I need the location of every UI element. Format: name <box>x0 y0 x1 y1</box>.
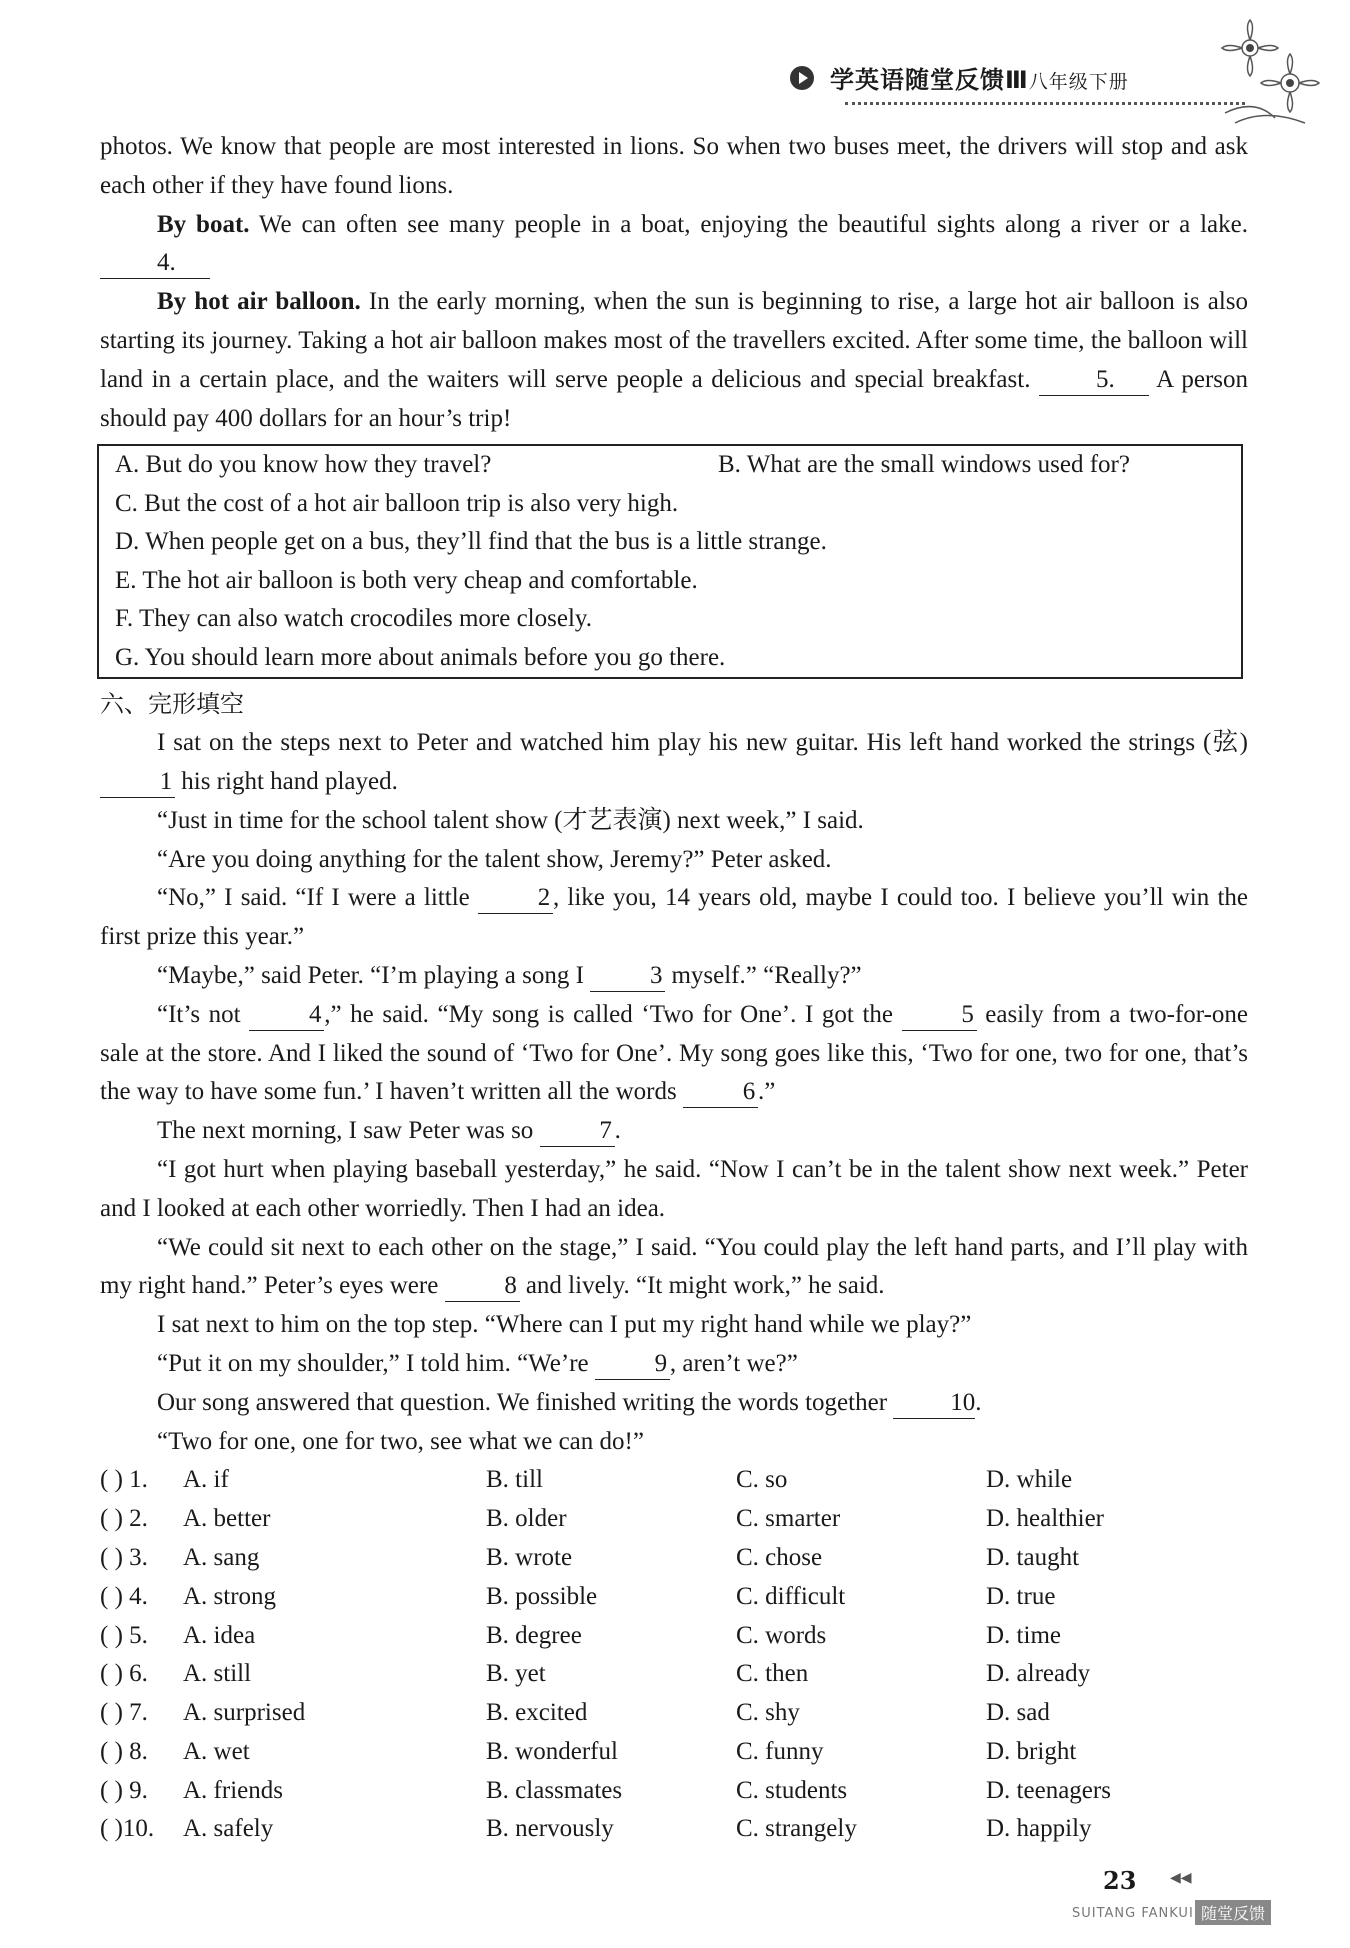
question-row <box>100 1617 1248 1656</box>
question-row <box>100 1461 1248 1500</box>
choice-a[interactable]: A. strong <box>183 1582 277 1610</box>
page-content <box>100 128 1248 1849</box>
answer-blank-5[interactable] <box>1039 365 1149 396</box>
choice-a[interactable]: A. better <box>183 1505 271 1533</box>
passage-paragraph-balloon <box>100 283 1248 438</box>
question-number[interactable]: ( ) 8. <box>100 1737 148 1765</box>
choice-c[interactable]: C. difficult <box>736 1582 846 1610</box>
option-c: C. But the cost of a hot air balloon trip is also very high. <box>115 489 679 517</box>
question-row <box>100 1655 1248 1694</box>
cloze-blank-2[interactable]: 2 <box>478 883 553 914</box>
question-table <box>100 1461 1248 1849</box>
choice-d[interactable]: D. teenagers <box>986 1776 1111 1804</box>
choice-d[interactable]: D. true <box>986 1582 1056 1610</box>
choice-d[interactable]: D. bright <box>986 1737 1077 1765</box>
choice-d[interactable]: D. time <box>986 1621 1061 1649</box>
choice-c[interactable]: C. funny <box>736 1737 824 1765</box>
option-d: D. When people get on a bus, they’ll find that the bus is a little strange. <box>115 528 827 556</box>
question-row <box>100 1539 1248 1578</box>
paragraph-label: By hot air balloon. <box>157 288 361 316</box>
book-subtitle: 八年级下册 <box>1028 71 1129 93</box>
choice-d[interactable]: D. healthier <box>986 1505 1105 1533</box>
choice-c[interactable]: C. so <box>736 1466 788 1494</box>
question-number[interactable]: ( ) 2. <box>100 1505 148 1533</box>
footer-brand-en: SUITANG FANKUI <box>1072 1906 1194 1921</box>
back-arrows-icon: ◀◀ <box>1170 1870 1192 1886</box>
choice-c[interactable]: C. chose <box>736 1543 823 1571</box>
choice-c[interactable]: C. shy <box>736 1699 800 1727</box>
cloze-paragraph: “We could sit next to each other on the stage,” I said. “You could play the left hand parts, and I’ll play with my right hand.” Peter’s eyes were 8 and lively. “It might work,” he said. <box>100 1229 1248 1307</box>
option-a: A. But do you know how they travel? <box>115 451 492 479</box>
choice-b[interactable]: B. yet <box>486 1660 546 1688</box>
passage-paragraph-boat <box>100 206 1248 284</box>
cloze-blank-5[interactable]: 5 <box>902 1000 977 1031</box>
choice-a[interactable]: A. surprised <box>183 1699 306 1727</box>
choice-a[interactable]: A. if <box>183 1466 229 1494</box>
question-number[interactable]: ( ) 7. <box>100 1699 148 1727</box>
passage-paragraph: photos. We know that people are most interested in lions. So when two buses meet, the drivers will stop and ask each other if they have found lions. <box>100 133 1248 199</box>
cloze-paragraph: “No,” I said. “If I were a little 2 , like you, 14 years old, maybe I could too. I believe you’ll win the first prize this year.” <box>100 884 1248 951</box>
choice-a[interactable]: A. sang <box>183 1543 260 1571</box>
option-b: B. What are the small windows used for? <box>718 451 1130 479</box>
question-row <box>100 1733 1248 1772</box>
option-e: E. The hot air balloon is both very cheap and comfortable. <box>115 566 698 594</box>
question-row <box>100 1772 1248 1811</box>
question-number[interactable]: ( )10. <box>100 1815 155 1843</box>
option-row <box>115 446 1225 485</box>
cloze-paragraph: “Are you doing anything for the talent show, Jeremy?” Peter asked. <box>157 845 832 873</box>
paragraph-text: A person should pay 400 dollars for an hour’s trip! <box>100 365 1249 432</box>
paragraph-text: We can often see many people in a boat, enjoying the beautiful sights along a river or a lake. <box>249 210 1248 238</box>
choice-a[interactable]: A. friends <box>183 1776 283 1804</box>
book-title-text: 学英语随堂反馈Ⅲ <box>830 66 1029 94</box>
choice-d[interactable]: D. sad <box>986 1699 1050 1727</box>
flower-decoration-icon <box>1215 18 1325 128</box>
cloze-blank-9[interactable]: 9 <box>595 1349 670 1380</box>
cloze-paragraph: “Maybe,” said Peter. “I’m playing a song I 3 myself.” “Really?” <box>100 957 1248 996</box>
blank-number: 5. <box>1095 365 1115 393</box>
question-row <box>100 1578 1248 1617</box>
question-number[interactable]: ( ) 4. <box>100 1582 148 1610</box>
choice-c[interactable]: C. strangely <box>736 1815 857 1843</box>
choice-b[interactable]: B. till <box>486 1466 543 1494</box>
cloze-paragraph: “It’s not 4 ,” he said. “My song is called ‘Two for One’. I got the 5 easily from a two-for-one sale at the store. And I liked the sound of ‘Two for One’. My song goes like this, ‘Two for one, two for one, that’s the way to have some fun.’ I haven’t written all the words 6 .” <box>100 996 1248 1112</box>
question-number[interactable]: ( ) 5. <box>100 1621 148 1649</box>
choice-d[interactable]: D. already <box>986 1660 1091 1688</box>
paragraph-text: In the early morning, when the sun is beginning to rise, a large hot air balloon is also starting its journey. Taking a hot air balloon makes most of the travellers excited. After some time, the balloon will land in a certain place, and the waiters will serve people a delicious and special breakfast. <box>100 288 1248 393</box>
question-number[interactable]: ( ) 1. <box>100 1466 148 1494</box>
choice-a[interactable]: A. still <box>183 1660 252 1688</box>
cloze-blank-10[interactable]: 10 <box>893 1388 975 1419</box>
choice-d[interactable]: D. taught <box>986 1543 1080 1571</box>
question-row <box>100 1694 1248 1733</box>
question-row <box>100 1810 1248 1849</box>
choice-c[interactable]: C. then <box>736 1660 809 1688</box>
question-number[interactable]: ( ) 3. <box>100 1543 148 1571</box>
cloze-blank-1[interactable]: 1 <box>100 767 175 798</box>
cloze-paragraph: I sat on the steps next to Peter and watched him play his new guitar. His left hand worked the strings (弦) 1 his right hand played. <box>100 724 1248 802</box>
question-number[interactable]: ( ) 6. <box>100 1660 148 1688</box>
section-title: 六、完形填空 <box>100 690 244 719</box>
choice-b[interactable]: B. older <box>486 1505 567 1533</box>
question-number[interactable]: ( ) 9. <box>100 1776 148 1804</box>
cloze-paragraph: “Two for one, one for two, see what we can do!” <box>157 1427 644 1455</box>
cloze-blank-6[interactable]: 6 <box>683 1077 758 1108</box>
answer-blank-4[interactable] <box>100 248 210 279</box>
choice-d[interactable]: D. happily <box>986 1815 1092 1843</box>
cloze-paragraph: Our song answered that question. We finished writing the words together 10. <box>100 1384 1248 1423</box>
book-title <box>830 60 1129 95</box>
choice-c[interactable]: C. students <box>736 1776 848 1804</box>
footer-brand-cn: 随堂反馈 <box>1195 1900 1271 1925</box>
cloze-blank-8[interactable]: 8 <box>445 1271 520 1302</box>
choice-b[interactable]: B. wonderful <box>486 1737 618 1765</box>
blank-number: 4. <box>157 249 176 277</box>
option-g: G. You should learn more about animals before you go there. <box>115 643 726 671</box>
cloze-paragraph: “I got hurt when playing baseball yesterday,” he said. “Now I can’t be in the talent show next week.” Peter and I looked at each other worriedly. Then I had an idea. <box>100 1155 1248 1222</box>
options-box <box>97 444 1243 679</box>
cloze-blank-3[interactable]: 3 <box>590 961 665 992</box>
cloze-blank-4[interactable]: 4 <box>249 1000 324 1031</box>
choice-b[interactable]: B. nervously <box>486 1815 614 1843</box>
cloze-blank-7[interactable]: 7 <box>540 1116 615 1147</box>
choice-b[interactable]: B. excited <box>486 1699 588 1727</box>
choice-c[interactable]: C. smarter <box>736 1505 841 1533</box>
cloze-paragraph: “Put it on my shoulder,” I told him. “We’re 9 , aren’t we?” <box>100 1345 1248 1384</box>
choice-a[interactable]: A. idea <box>183 1621 256 1649</box>
choice-b[interactable]: B. classmates <box>486 1776 623 1804</box>
play-icon <box>790 66 814 90</box>
header-dotted-rule <box>845 102 1245 105</box>
cloze-paragraph: “Just in time for the school talent show (才艺表演) next week,” I said. <box>157 806 864 834</box>
choice-d[interactable]: D. while <box>986 1466 1073 1494</box>
option-f: F. They can also watch crocodiles more closely. <box>115 605 593 633</box>
choice-b[interactable]: B. wrote <box>486 1543 573 1571</box>
page-header <box>790 58 1210 98</box>
choice-b[interactable]: B. degree <box>486 1621 582 1649</box>
choice-b[interactable]: B. possible <box>486 1582 598 1610</box>
paragraph-label: By boat. <box>157 210 250 238</box>
cloze-paragraph: I sat next to him on the top step. “Where can I put my right hand while we play?” <box>157 1311 972 1339</box>
page-number: 23 <box>1103 1866 1137 1895</box>
choice-c[interactable]: C. words <box>736 1621 827 1649</box>
choice-a[interactable]: A. wet <box>183 1737 250 1765</box>
cloze-paragraph: The next morning, I saw Peter was so 7 . <box>100 1112 1248 1151</box>
choice-a[interactable]: A. safely <box>183 1815 274 1843</box>
question-row <box>100 1500 1248 1539</box>
